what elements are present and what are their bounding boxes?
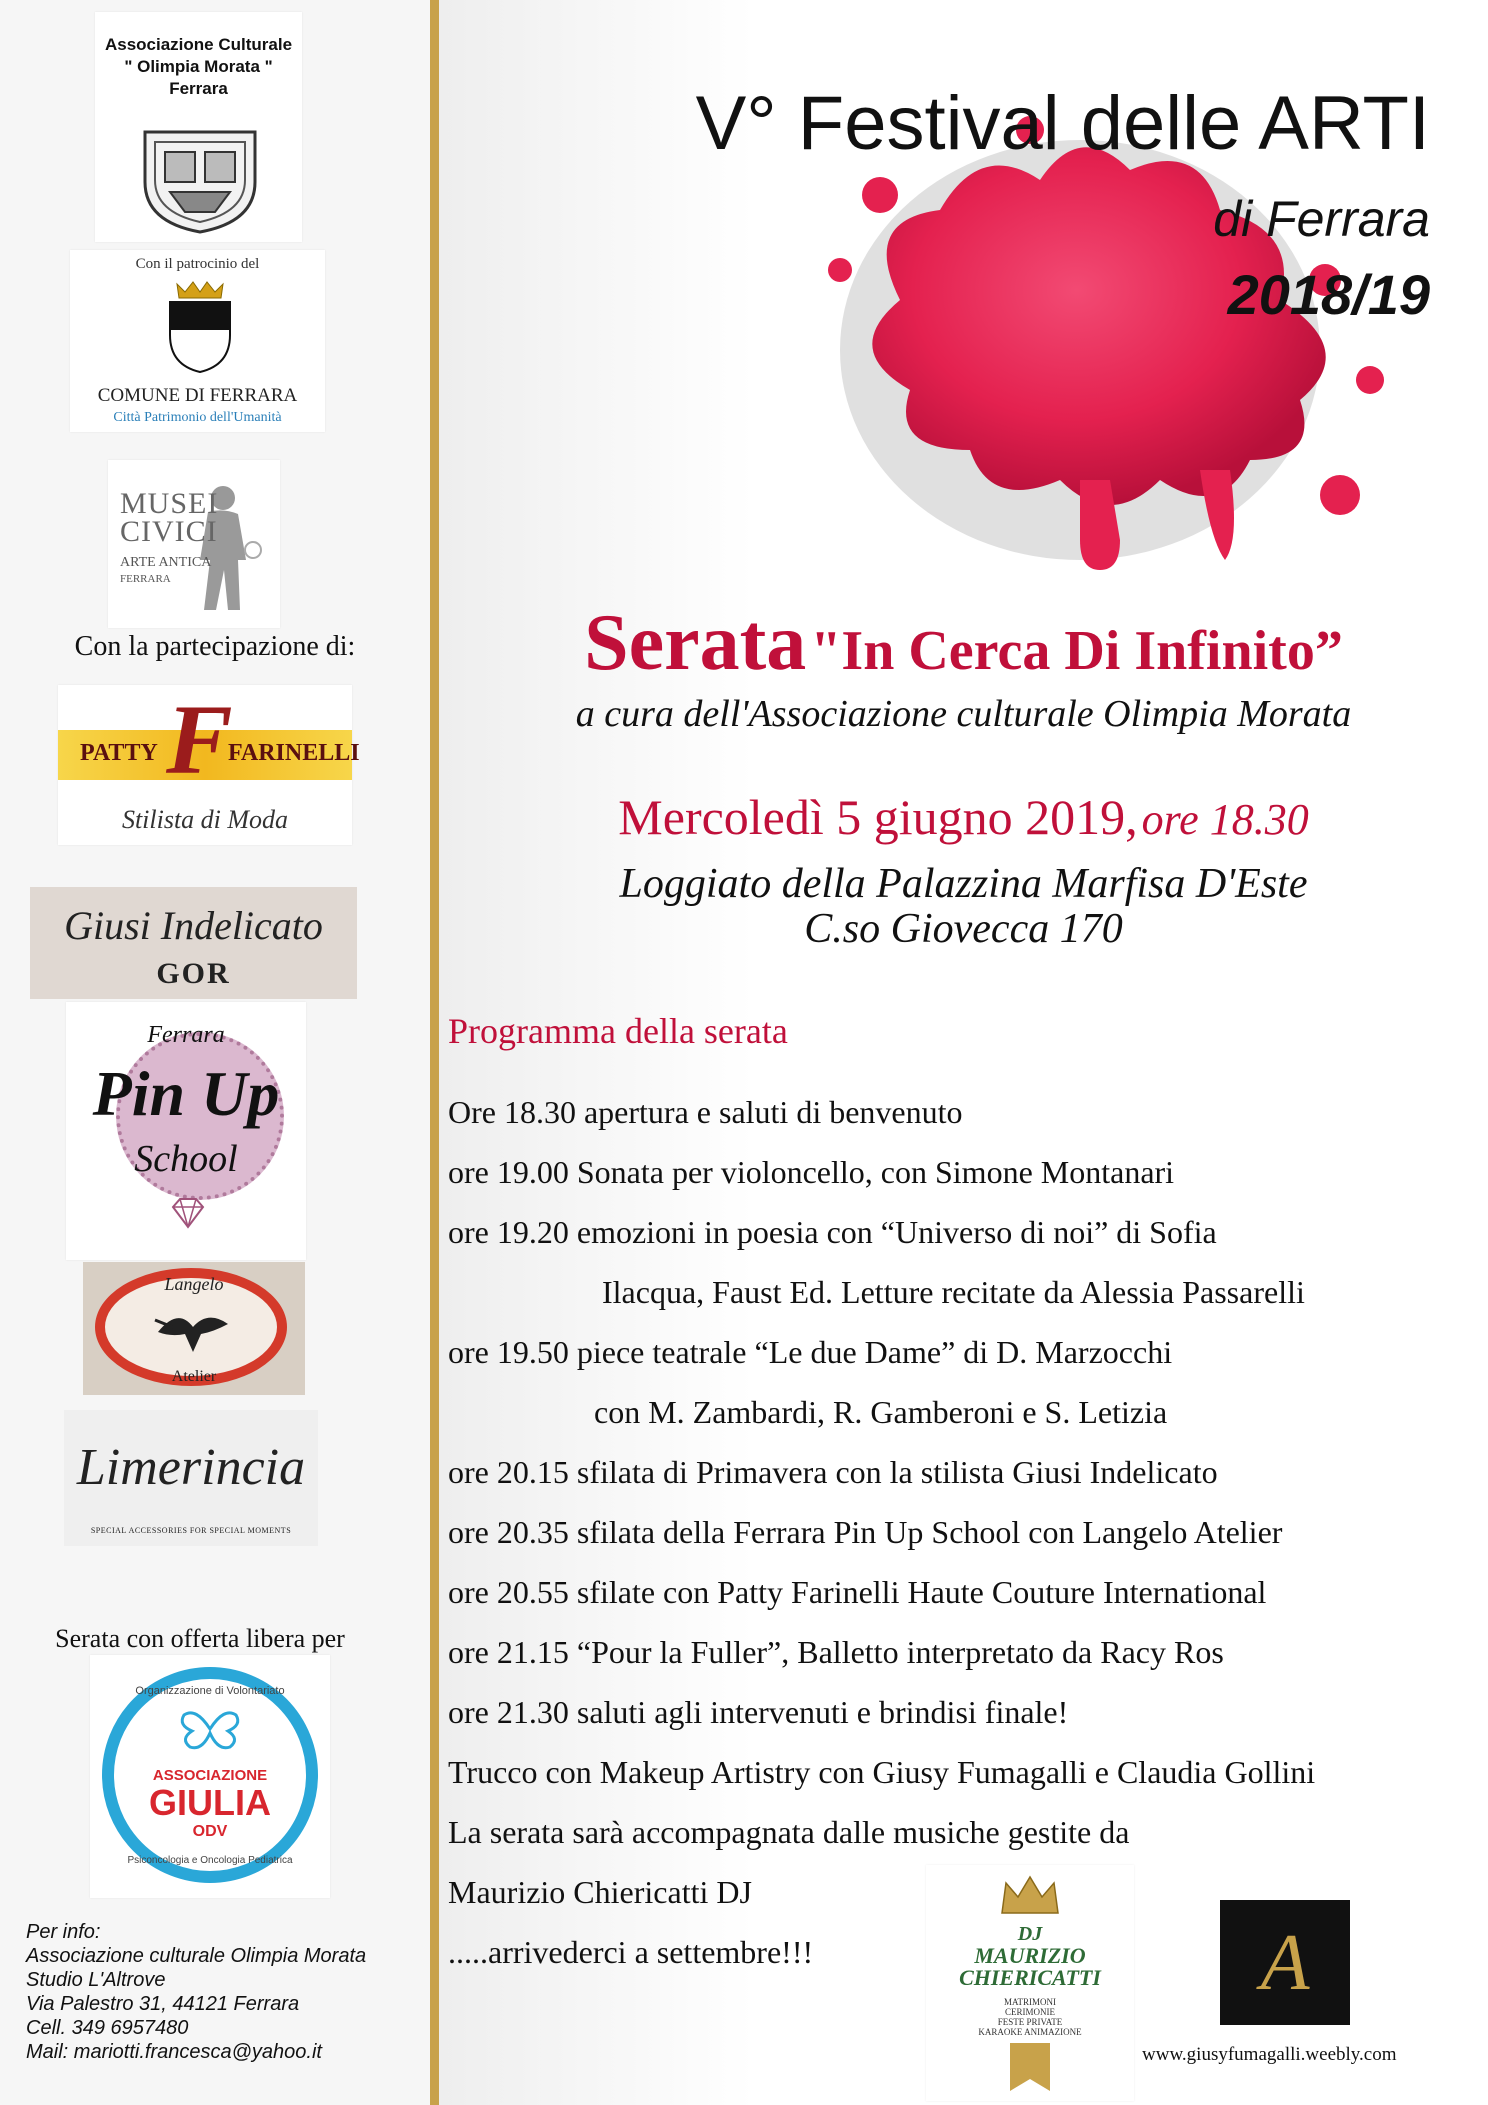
dj-line2: MAURIZIO	[974, 1943, 1086, 1968]
info-line: Cell. 349 6957480	[26, 2017, 189, 2039]
paint-splash-icon	[780, 100, 1400, 590]
assoc-logo	[95, 12, 302, 242]
angel-icon	[153, 1302, 233, 1357]
dj-sub2: CERIMONIE	[1005, 2007, 1055, 2017]
langelo-top: Langelo	[164, 1274, 224, 1294]
butterfly-icon	[178, 1707, 242, 1753]
program-line: ore 19.20 emozioni in poesia con “Universo di noi” di Sofia	[448, 1214, 1217, 1250]
dj-sub3: FESTE PRIVATE	[997, 2017, 1063, 2027]
pinup-top: Ferrara	[147, 1022, 225, 1048]
program-line: Ilacqua, Faust Ed. Letture recitate da Alessia Passarelli	[602, 1274, 1305, 1310]
info-email[interactable]: Mail: mariotti.francesca@yahoo.it	[26, 2041, 322, 2063]
event-datetime	[439, 788, 1488, 846]
musei-line3: ARTE ANTICA	[120, 555, 212, 570]
program-line: ore 19.00 Sonata per violoncello, con Simone Montanari	[448, 1154, 1175, 1190]
offerta-label: Serata con offerta libera per	[55, 1624, 345, 1653]
info-line: Via Palestro 31, 44121 Ferrara	[26, 1993, 300, 2015]
program-line: ore 21.30 saluti agli intervenuti e brindisi finale!	[448, 1694, 1069, 1730]
event-curator: a cura dell'Associazione culturale Olimpia Morata	[575, 693, 1352, 735]
event-name: "In Cerca Di Infinito”	[810, 620, 1343, 682]
event-title	[439, 598, 1488, 689]
assoc-line1: Associazione Culturale	[104, 35, 293, 54]
pinup-school: School	[134, 1138, 238, 1180]
ribbon-icon	[1006, 2041, 1054, 2095]
comune-subtitle: Città Patrimonio dell'Umanità	[113, 410, 282, 425]
giulia-name: GIULIA	[149, 1782, 271, 1823]
info-line: Studio L'Altrove	[26, 1969, 166, 1991]
dj-line3: CHIERICATTI	[959, 1965, 1101, 1990]
patty-subtitle: Stilista di Moda	[121, 805, 289, 834]
festival-subtitle: di Ferrara	[1213, 191, 1430, 247]
musei-line1: MUSEI	[120, 487, 219, 520]
giusi-signature: Giusi Indelicato	[64, 903, 323, 948]
event-address: C.so Giovecca 170	[804, 906, 1123, 952]
crown-icon	[998, 1873, 1062, 1917]
limerincia-logo	[64, 1410, 318, 1546]
gor-text: GOR	[156, 957, 231, 990]
giulia-arc-bottom: Psiconcologia e Oncologia Pediatrica	[127, 1855, 293, 1866]
program-line: ore 21.15 “Pour la Fuller”, Balletto interpretato da Racy Ros	[448, 1634, 1224, 1670]
comune-name: COMUNE DI FERRARA	[97, 385, 298, 406]
dj-sub4: KARAOKE ANIMAZIONE	[978, 2027, 1082, 2037]
assoc-line3: Ferrara	[169, 79, 228, 98]
fumagalli-letter: A	[1260, 1919, 1310, 2007]
info-line: Per info:	[26, 1921, 101, 1943]
limerincia-subtitle: SPECIAL ACCESSORIES FOR SPECIAL MOMENTS	[90, 1526, 292, 1535]
giulia-odv: ODV	[192, 1823, 228, 1840]
crest-icon	[135, 122, 265, 237]
festival-title: V° Festival delle ARTI	[695, 81, 1430, 166]
fumagalli-logo	[1220, 1900, 1350, 2025]
pf-monogram-icon: F	[166, 684, 233, 795]
patrocinio-text: Con il patrocinio del	[135, 256, 260, 272]
program-line: ore 20.15 sfilata di Primavera con la stilista Giusi Indelicato	[448, 1454, 1218, 1490]
info-block	[26, 1920, 366, 2064]
giulia-arc-top: Organizzazione di Volontariato	[135, 1685, 285, 1697]
program-line: La serata sarà accompagnata dalle musiche gestite da	[448, 1814, 1130, 1850]
serata-word: Serata	[584, 599, 807, 687]
langelo-bottom: Atelier	[171, 1368, 217, 1385]
giulia-logo	[90, 1655, 330, 1898]
website-link[interactable]: www.giusyfumagalli.weebly.com	[1142, 2044, 1397, 2065]
program-line: ore 19.50 piece teatrale “Le due Dame” di D. Marzocchi	[448, 1334, 1173, 1370]
giusi-logo	[30, 887, 357, 999]
comune-logo	[70, 250, 325, 432]
program-line: Maurizio Chiericatti DJ	[448, 1874, 752, 1910]
programma-heading: Programma della serata	[448, 1011, 788, 1051]
festival-year: 2018/19	[1227, 263, 1430, 326]
pinup-school-logo	[66, 1002, 306, 1260]
dj-line1: DJ	[1017, 1923, 1043, 1945]
program-line: ore 20.55 sfilate con Patty Farinelli Haute Couture International	[448, 1574, 1267, 1610]
program-line: .....arrivederci a settembre!!!	[448, 1934, 814, 1970]
limerincia-name: Limerincia	[76, 1439, 306, 1496]
musei-logo	[108, 460, 280, 628]
event-place: Loggiato della Palazzina Marfisa D'Este	[619, 861, 1308, 907]
musei-line4: FERRARA	[120, 573, 171, 585]
event-date: Mercoledì 5 giugno 2019,	[618, 789, 1138, 845]
musei-line2: CIVICI	[120, 515, 218, 548]
patty-right: FARINELLI	[228, 740, 360, 766]
langelo-logo	[83, 1262, 305, 1395]
program-line: ore 20.35 sfilata della Ferrara Pin Up School con Langelo Atelier	[448, 1514, 1283, 1550]
gold-divider	[430, 0, 439, 2105]
patty-farinelli-logo	[58, 684, 360, 845]
pinup-main: Pin Up	[92, 1058, 280, 1129]
patty-left: PATTY	[80, 740, 158, 766]
assoc-line2: " Olimpia Morata "	[124, 57, 273, 76]
program-line: Ore 18.30 apertura e saluti di benvenuto	[448, 1094, 963, 1130]
dj-sub1: MATRIMONI	[1003, 1997, 1056, 2007]
dj-logo	[926, 1865, 1134, 2101]
program-line: con M. Zambardi, R. Gamberoni e S. Letizia	[594, 1394, 1168, 1430]
partecipazione-label: Con la partecipazione di:	[74, 631, 356, 662]
diamond-icon	[168, 1197, 208, 1229]
giulia-assoc: ASSOCIAZIONE	[152, 1767, 268, 1784]
event-time: ore 18.30	[1141, 795, 1309, 844]
comune-shield-icon	[165, 280, 235, 375]
program-line: Trucco con Makeup Artistry con Giusy Fumagalli e Claudia Gollini	[448, 1754, 1316, 1790]
info-line: Associazione culturale Olimpia Morata	[26, 1945, 367, 1967]
